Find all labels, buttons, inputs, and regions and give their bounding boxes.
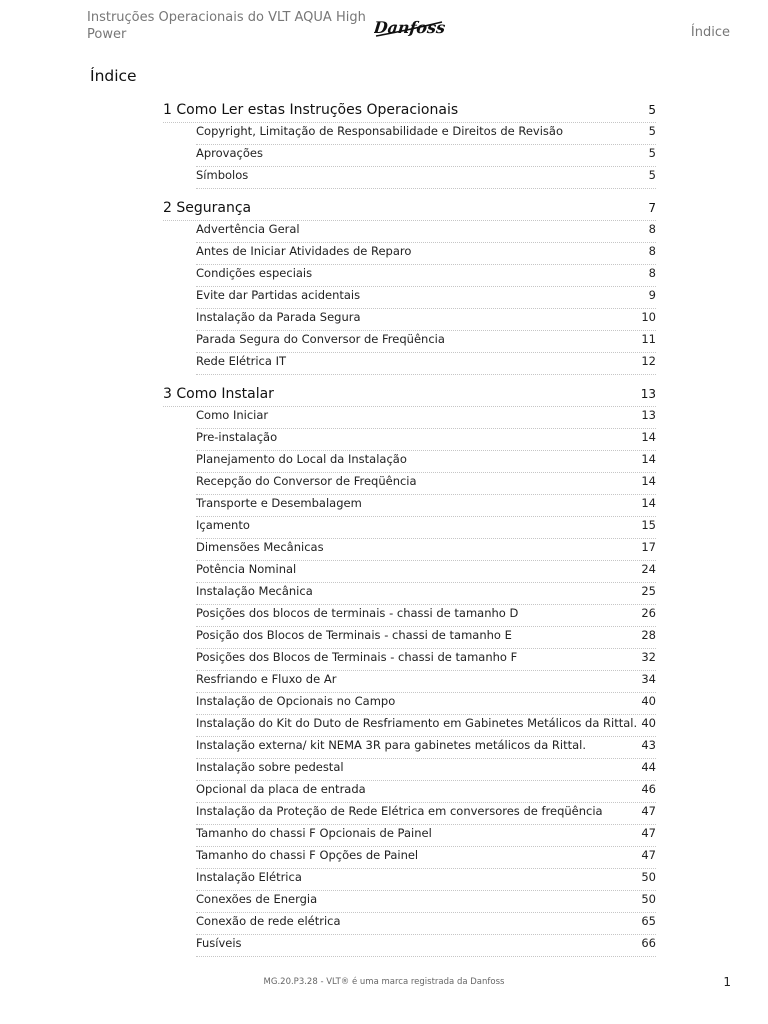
toc-entry-page: 24: [641, 562, 656, 576]
toc-entry[interactable]: [196, 650, 656, 671]
toc-entry[interactable]: [196, 672, 656, 693]
toc-entry[interactable]: [196, 354, 656, 375]
toc-entry-page: 5: [648, 168, 656, 182]
toc-entry-page: 14: [641, 452, 656, 466]
toc-entry-title: Instalação externa/ kit NEMA 3R para gabinetes metálicos da Rittal.: [196, 738, 587, 752]
toc-entry-title: Opcional da placa de entrada: [196, 782, 366, 796]
toc-section-group: [163, 386, 656, 957]
toc-entry[interactable]: [196, 606, 656, 627]
toc-entry-title: Transporte e Desembalagem: [196, 496, 362, 510]
toc-entry-title: Evite dar Partidas acidentais: [196, 288, 361, 302]
toc-entry-title: Potência Nominal: [196, 562, 297, 576]
toc-entry-page: 5: [648, 146, 656, 160]
toc-entry-page: 11: [641, 332, 656, 346]
toc-entry[interactable]: [196, 496, 656, 517]
toc-entry-page: 32: [641, 650, 656, 664]
toc-entry[interactable]: [196, 452, 656, 473]
toc-entry-title: Instalação da Parada Segura: [196, 310, 361, 324]
toc-entry[interactable]: [196, 310, 656, 331]
toc-entry-page: 8: [648, 222, 656, 236]
toc-entry-title: Tamanho do chassi F Opcionais de Painel: [196, 826, 432, 840]
toc-entry-page: 13: [641, 408, 656, 422]
header-section-label: Índice: [690, 25, 730, 40]
toc-entry-page: 47: [641, 826, 656, 840]
toc-entry[interactable]: [196, 146, 656, 167]
toc-entry-page: 34: [641, 672, 656, 686]
toc-section-title: 2 Segurança: [163, 200, 252, 216]
toc-entry[interactable]: [196, 870, 656, 891]
toc-entry[interactable]: [196, 584, 656, 605]
toc-entry[interactable]: [196, 288, 656, 309]
toc-entry-page: 66: [641, 936, 656, 950]
toc-section-title: 3 Como Instalar: [163, 386, 274, 402]
toc-entry[interactable]: [196, 936, 656, 957]
toc-entry[interactable]: [196, 430, 656, 451]
toc-entry-title: Instalação Elétrica: [196, 870, 302, 884]
toc-entry[interactable]: [196, 168, 656, 189]
toc-entry-title: Fusíveis: [196, 936, 242, 950]
toc-entry-title: Conexão de rede elétrica: [196, 914, 341, 928]
toc-entry-page: 9: [648, 288, 656, 302]
page-number: 1: [723, 975, 731, 989]
toc-entry-page: 46: [641, 782, 656, 796]
toc-entry-page: 40: [641, 716, 656, 730]
toc-entry-title: Instalação da Proteção de Rede Elétrica em conversores de freqüência: [196, 804, 603, 818]
toc-entry-title: Posições dos Blocos de Terminais - chassi de tamanho F: [196, 650, 518, 664]
toc-section-group: [163, 102, 656, 189]
toc-entry[interactable]: [196, 518, 656, 539]
svg-text:Danfoss: Danfoss: [374, 18, 446, 37]
toc-entry[interactable]: [196, 628, 656, 649]
toc-entry-page: 14: [641, 496, 656, 510]
toc-entry-title: Içamento: [196, 518, 250, 532]
table-of-contents: [163, 102, 656, 957]
toc-entry-title: Planejamento do Local da Instalação: [196, 452, 407, 466]
toc-entry-title: Resfriando e Fluxo de Ar: [196, 672, 337, 686]
danfoss-logo: [374, 16, 446, 44]
toc-section-group: [163, 200, 656, 375]
toc-entry-page: 14: [641, 430, 656, 444]
toc-entry-page: 8: [648, 266, 656, 280]
toc-entry-page: 65: [641, 914, 656, 928]
toc-entry[interactable]: [196, 474, 656, 495]
toc-entry-page: 17: [641, 540, 656, 554]
toc-entry[interactable]: [196, 562, 656, 583]
toc-entry-title: Aprovações: [196, 146, 263, 160]
toc-entry[interactable]: [196, 332, 656, 353]
toc-entry[interactable]: [196, 738, 656, 759]
toc-entry-page: 44: [641, 760, 656, 774]
toc-entry[interactable]: [196, 694, 656, 715]
toc-entry[interactable]: [196, 244, 656, 265]
toc-section-page: 13: [640, 387, 656, 401]
toc-entry-title: Advertência Geral: [196, 222, 300, 236]
toc-entry[interactable]: [196, 804, 656, 825]
toc-entry-page: 5: [648, 124, 656, 138]
toc-entry[interactable]: [196, 892, 656, 913]
toc-entry-title: Instalação Mecânica: [196, 584, 313, 598]
toc-entry-page: 12: [641, 354, 656, 368]
toc-entry[interactable]: [196, 914, 656, 935]
page-title: Índice: [90, 67, 137, 85]
toc-entry-title: Condições especiais: [196, 266, 313, 280]
toc-entry-page: 50: [641, 892, 656, 906]
toc-entry-title: Como Iniciar: [196, 408, 269, 422]
toc-entry[interactable]: [196, 124, 656, 145]
toc-section-heading[interactable]: [163, 102, 656, 123]
toc-entry[interactable]: [196, 760, 656, 781]
footer-text: MG.20.P3.28 - VLT® é uma marca registrada da Danfoss: [263, 977, 505, 987]
toc-entry-page: 40: [641, 694, 656, 708]
toc-section-heading[interactable]: [163, 386, 656, 407]
toc-entry[interactable]: [196, 222, 656, 243]
toc-entry-title: Parada Segura do Conversor de Freqüência: [196, 332, 445, 346]
toc-entry-title: Dimensões Mecânicas: [196, 540, 324, 554]
toc-entry[interactable]: [196, 782, 656, 803]
toc-entry-page: 43: [641, 738, 656, 752]
toc-entry[interactable]: [196, 266, 656, 287]
toc-entry-title: Instalação sobre pedestal: [196, 760, 344, 774]
toc-entry-title: Posição dos Blocos de Terminais - chassi de tamanho E: [196, 628, 512, 642]
toc-entry-title: Antes de Iniciar Atividades de Reparo: [196, 244, 412, 258]
toc-entry[interactable]: [196, 848, 656, 869]
toc-entry-title: Instalação do Kit do Duto de Resfriamento em Gabinetes Metálicos da Rittal.: [196, 716, 638, 730]
toc-entry[interactable]: [196, 540, 656, 561]
toc-section-title: 1 Como Ler estas Instruções Operacionais: [163, 102, 459, 118]
toc-entry-page: 50: [641, 870, 656, 884]
toc-entry-title: Rede Elétrica IT: [196, 354, 286, 368]
danfoss-logo-icon: [374, 16, 446, 40]
header-document-title: Instruções Operacionais do VLT AQUA High Power: [87, 10, 366, 42]
toc-entry[interactable]: [196, 408, 656, 429]
toc-entry-page: 15: [641, 518, 656, 532]
toc-entry-page: 25: [641, 584, 656, 598]
toc-entry-title: Copyright, Limitação de Responsabilidade e Direitos de Revisão: [196, 124, 563, 138]
toc-entry-title: Recepção do Conversor de Freqüência: [196, 474, 417, 488]
toc-entry-page: 28: [641, 628, 656, 642]
toc-entry-title: Instalação de Opcionais no Campo: [196, 694, 396, 708]
toc-entry-title: Símbolos: [196, 168, 249, 182]
toc-entry-title: Pre-instalação: [196, 430, 278, 444]
toc-entry-title: Tamanho do chassi F Opções de Painel: [196, 848, 419, 862]
toc-section-page: 5: [648, 103, 656, 117]
toc-entry-page: 47: [641, 848, 656, 862]
toc-entry-page: 26: [641, 606, 656, 620]
toc-section-heading[interactable]: [163, 200, 656, 221]
toc-entry[interactable]: [196, 826, 656, 847]
toc-entry-page: 10: [641, 310, 656, 324]
toc-entry[interactable]: [196, 716, 656, 737]
toc-entry-page: 8: [648, 244, 656, 258]
toc-entry-page: 14: [641, 474, 656, 488]
toc-entry-title: Conexões de Energia: [196, 892, 318, 906]
toc-entry-page: 47: [641, 804, 656, 818]
toc-section-page: 7: [648, 201, 656, 215]
toc-entry-title: Posições dos blocos de terminais - chassi de tamanho D: [196, 606, 519, 620]
